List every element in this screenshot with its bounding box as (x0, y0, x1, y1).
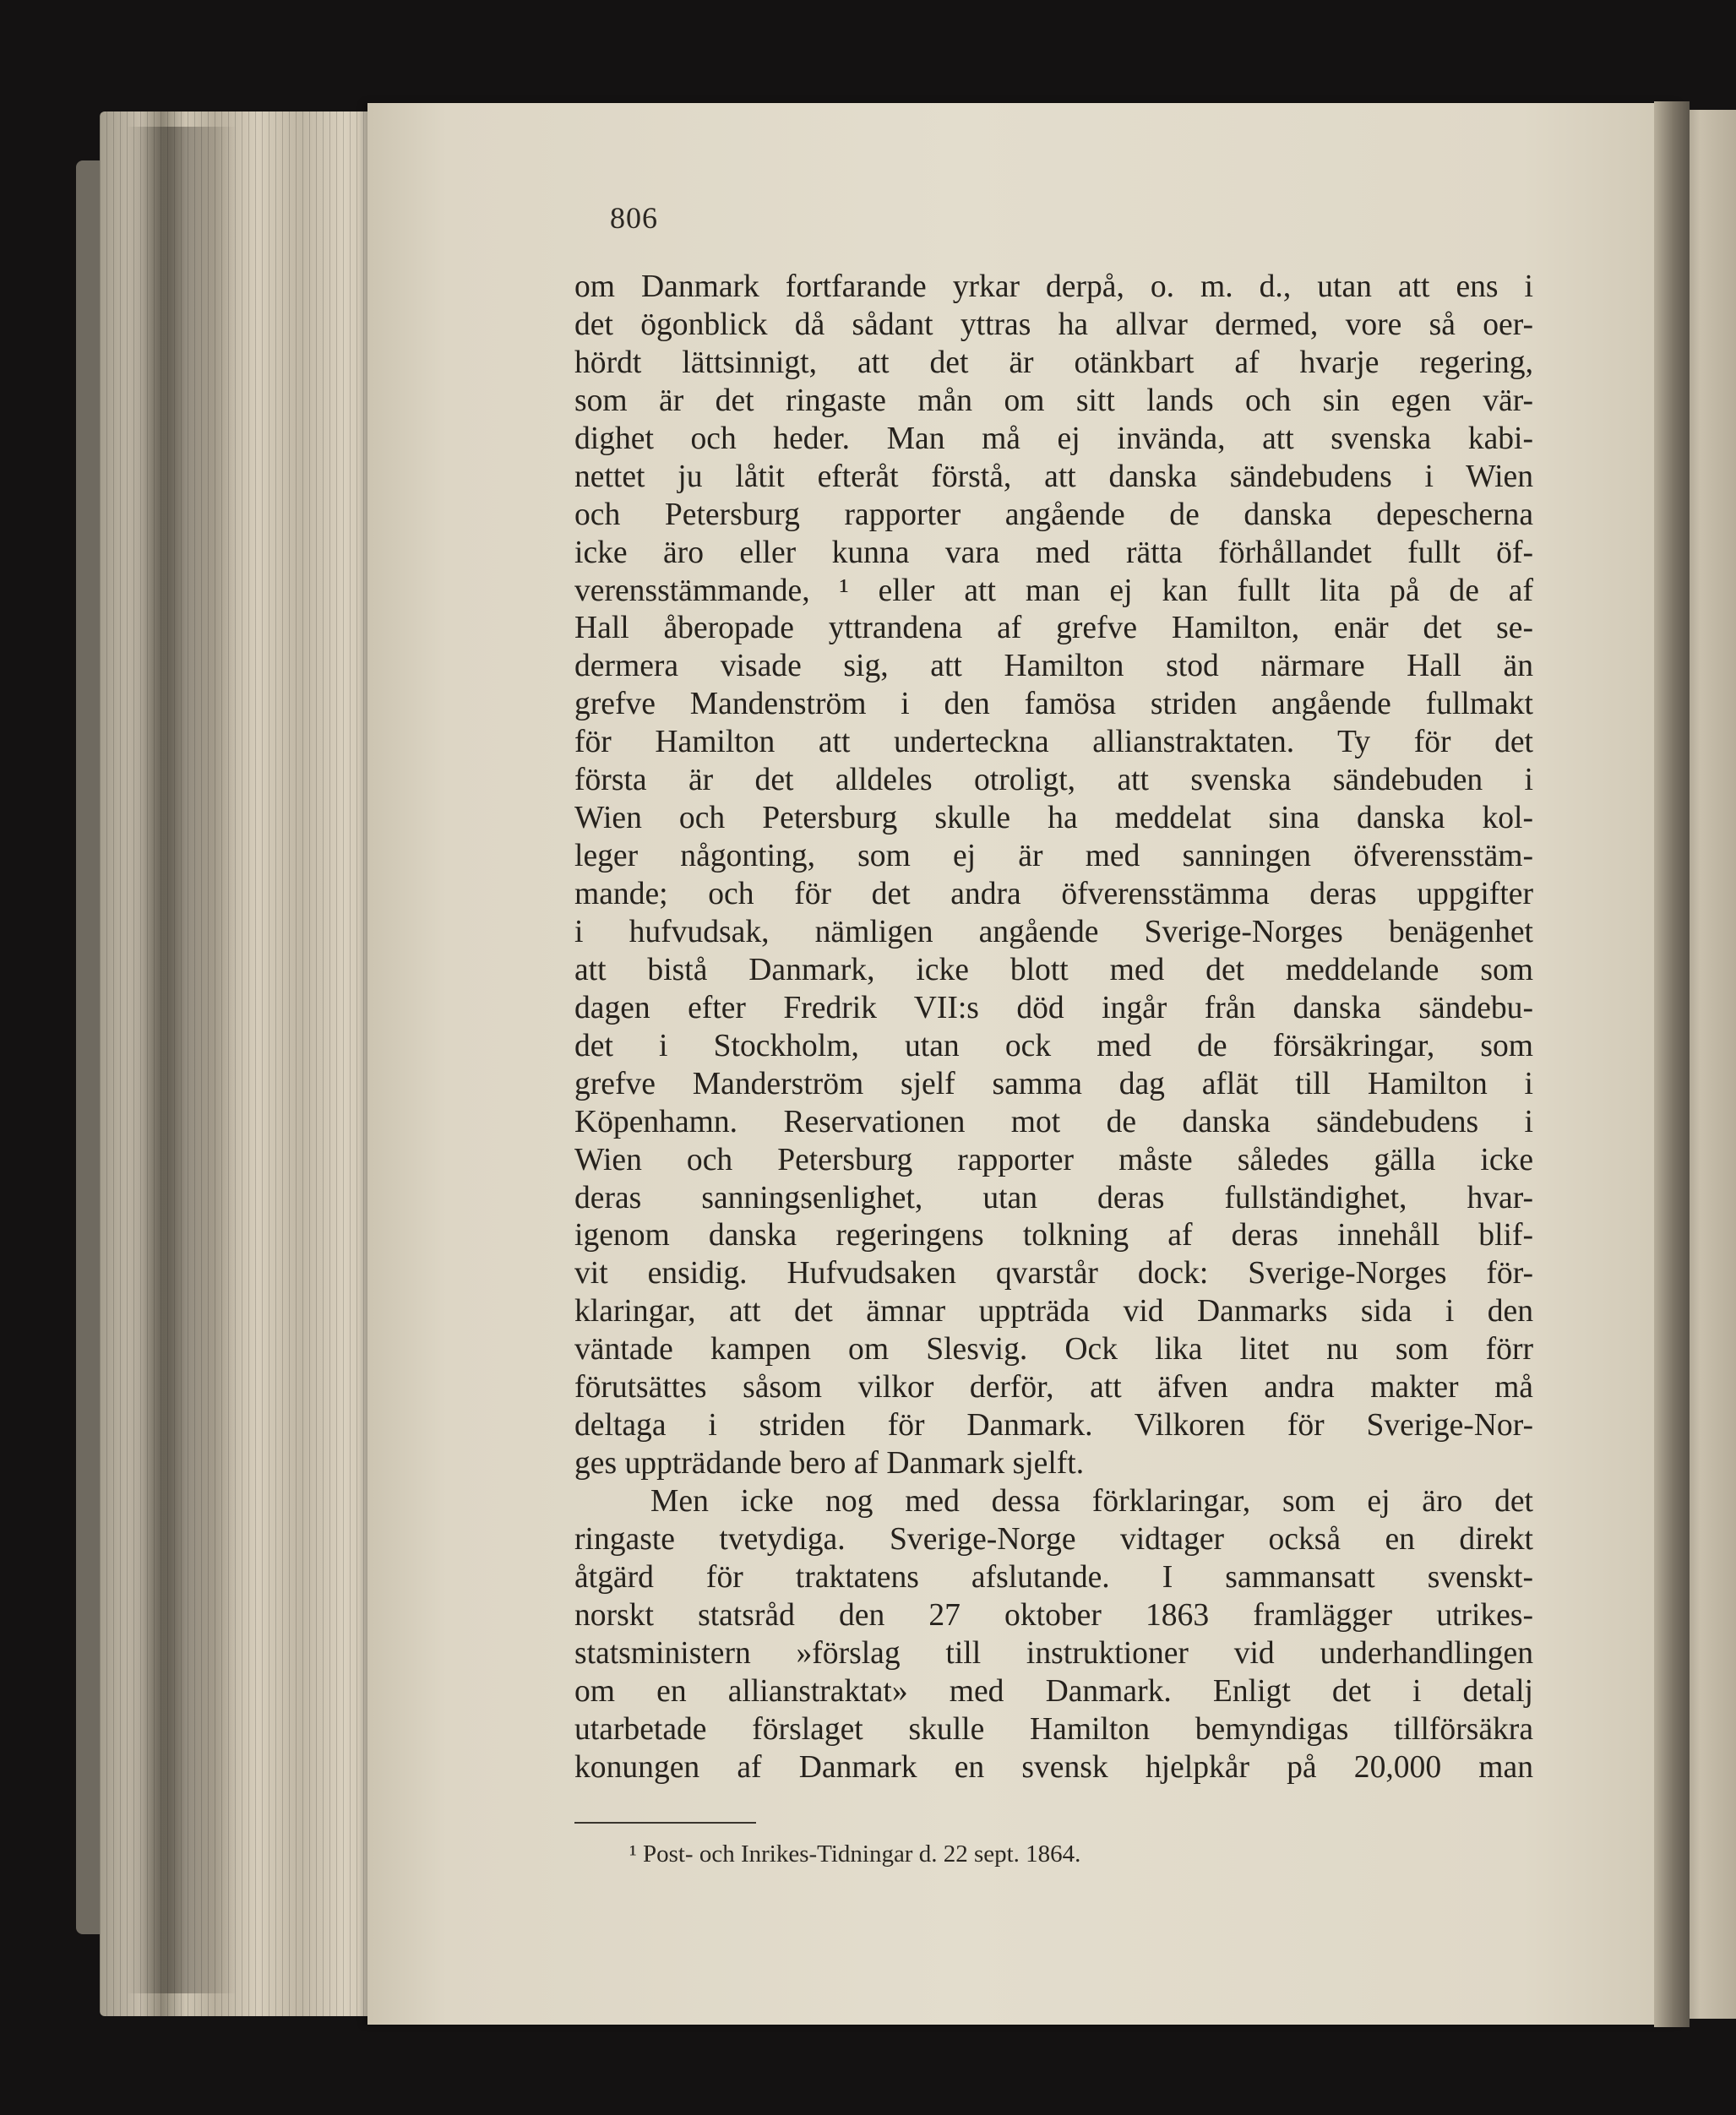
text-line: det ögonblick då sådant yttras ha allvar dermed, vore så oer- (574, 307, 1533, 342)
text-line: väntade kampen om Slesvig. Ock lika litet nu som förr (574, 1332, 1533, 1367)
text-line: grefve Mandenström i den famösa striden angående fullmakt (574, 687, 1533, 722)
text-line: utarbetade förslaget skulle Hamilton bemyndigas tillförsäkra (574, 1711, 1533, 1747)
text-line: konungen af Danmark en svensk hjelpkår på 20,000 man (574, 1749, 1533, 1785)
text-line: att bistå Danmark, icke blott med det meddelande som (574, 952, 1533, 987)
text-line: icke äro eller kunna vara med rätta förhållandet fullt öf- (574, 535, 1533, 570)
text-line: igenom danska regeringens tolkning af deras innehåll blif- (574, 1218, 1533, 1253)
text-line: Wien och Petersburg skulle ha meddelat sina danska kol- (574, 801, 1533, 836)
text-line: om Danmark fortfarande yrkar derpå, o. m. d., utan att ens i (574, 269, 1533, 304)
text-line: hördt lättsinnigt, att det är otänkbart af hvarje regering, (574, 345, 1533, 380)
text-line: verensstämmande, ¹ eller att man ej kan fullt lita på de af (574, 573, 1533, 608)
page-number: 806 (610, 201, 658, 235)
text-line: klaringar, att det ämnar uppträda vid Danmarks sida i den (574, 1294, 1533, 1329)
text-line: ges uppträdande bero af Danmark sjelft. (574, 1446, 1085, 1482)
text-line: nettet ju låtit efteråt förstå, att danska sändebudens i Wien (574, 459, 1533, 494)
text-line: dermera visade sig, att Hamilton stod närmare Hall än (574, 649, 1533, 684)
text-line: ringaste tvetydiga. Sverige-Norge vidtager också en direkt (574, 1521, 1533, 1557)
text-line: vit ensidig. Hufvudsaken qvarstår dock: Sverige-Norges för- (574, 1256, 1533, 1291)
text-line: grefve Manderström sjelf samma dag aflät till Hamilton i (574, 1066, 1533, 1101)
footnote: ¹ Post- och Inrikes-Tidningar d. 22 sept. 1864. (629, 1840, 1081, 1868)
text-line: mande; och för det andra öfverensstämma deras uppgifter (574, 877, 1533, 911)
text-line: första är det alldeles otroligt, att svenska sändebuden i (574, 763, 1533, 798)
page-edges-shadow (127, 127, 237, 1993)
text-line: som är det ringaste mån om sitt lands och sin egen vär- (574, 383, 1533, 418)
text-line: förutsättes såsom vilkor derför, att äfven andra makter må (574, 1370, 1533, 1405)
text-line: statsministern »förslag till instruktioner vid underhandlingen (574, 1635, 1533, 1671)
text-line: norskt statsråd den 27 oktober 1863 framlägger utrikes- (574, 1597, 1533, 1633)
text-line: och Petersburg rapporter angående de danska depescherna (574, 497, 1533, 532)
text-line: dagen efter Fredrik VII:s död ingår från danska sändebu- (574, 990, 1533, 1025)
text-line: i hufvudsak, nämligen angående Sverige-Norges benägenhet (574, 914, 1533, 949)
text-line: Köpenhamn. Reservationen mot de danska sändebudens i (574, 1104, 1533, 1139)
text-line: Hall åberopade yttrandena af grefve Hamilton, enär det se- (574, 611, 1533, 646)
text-line: om en allianstraktat» med Danmark. Enligt det i detalj (574, 1673, 1533, 1709)
text-line: deltaga i striden för Danmark. Vilkoren för Sverige-Nor- (574, 1408, 1533, 1444)
text-line: leger någonting, som ej är med sanningen öfverensstäm- (574, 839, 1533, 874)
footnote-divider (574, 1822, 756, 1824)
text-line: Wien och Petersburg rapporter måste således gälla icke (574, 1142, 1533, 1177)
text-line: deras sanningsenlighet, utan deras fullständighet, hvar- (574, 1180, 1533, 1215)
text-line-paragraph-start: Men icke nog med dessa förklaringar, som ej äro det (650, 1484, 1533, 1519)
text-line: dighet och heder. Man må ej invända, att svenska kabi- (574, 421, 1533, 456)
page-gutter (1654, 101, 1690, 2027)
text-line: det i Stockholm, utan ock med de försäkringar, som (574, 1028, 1533, 1063)
text-line: åtgärd för traktatens afslutande. I sammansatt svenskt- (574, 1559, 1533, 1595)
body-text (574, 269, 1533, 1787)
text-line: för Hamilton att underteckna allianstraktaten. Ty för det (574, 725, 1533, 760)
